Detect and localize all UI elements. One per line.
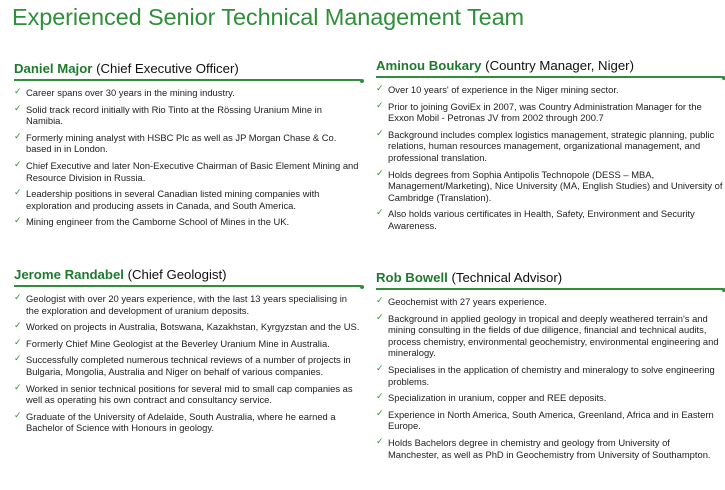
card-header [376, 58, 723, 78]
list-item: ✓ Specialises in the application of chemistry and mineralogy to solve engineering problems. [376, 363, 715, 387]
card-header [376, 270, 723, 290]
check-icon: ✓ [376, 408, 384, 419]
check-icon: ✓ [14, 131, 22, 142]
list-item: ✓ Formerly mining analyst with HSBC Plc as well as JP Morgan Chase & Co. based in in London. [14, 131, 337, 155]
list-item: ✓ Over 10 years' of experience in the Niger mining sector. [376, 84, 619, 95]
team-card-daniel-major [14, 61, 361, 233]
list-item: ✓ Geochemist with 27 years experience. [376, 296, 547, 307]
check-icon: ✓ [14, 103, 22, 114]
card-header [14, 267, 361, 287]
check-icon: ✓ [376, 296, 384, 306]
person-role: (Chief Executive Officer) [92, 61, 239, 76]
bullet-list [376, 84, 723, 232]
check-icon: ✓ [376, 208, 384, 219]
list-item: ✓ Leadership positions in several Canadian listed mining companies with exploration and producing assets in Canada, and South America. [14, 188, 320, 211]
check-icon: ✓ [14, 293, 22, 303]
list-item: ✓ Mining engineer from the Camborne School of Mines in the UK. [14, 216, 290, 228]
list-item: ✓ Specialization in uranium, copper and REE deposits. [376, 392, 607, 404]
bullet-list [376, 296, 723, 460]
list-item: ✓ Geologist with over 20 years experience, with the last 13 years specialising in the exploration and development of uranium deposits. [14, 293, 347, 316]
check-icon: ✓ [14, 354, 22, 365]
card-header [14, 61, 361, 81]
check-icon: ✓ [376, 363, 384, 374]
person-name: Jerome Randabel [14, 267, 124, 282]
list-item: ✓ Experience in North America, South America, Greenland, Africa and in Eastern Europe. [376, 408, 714, 432]
check-icon: ✓ [14, 410, 22, 421]
bullet-list [14, 293, 361, 434]
check-icon: ✓ [376, 436, 384, 447]
check-icon: ✓ [14, 87, 22, 97]
page-title: Experienced Senior Technical Management Team [12, 4, 525, 30]
list-item: ✓ Chief Executive and later Non-Executive Chairman of Basic Element Mining and Resource Division in Russia. [14, 159, 359, 183]
check-icon: ✓ [376, 128, 384, 139]
list-item: ✓ Career spans over 30 years in the mining industry. [14, 87, 235, 98]
list-item: ✓ Worked on projects in Australia, Botswana, Kazakhstan, Kyrgyzstan and the US. [14, 321, 360, 333]
check-icon: ✓ [376, 312, 384, 323]
list-item: ✓ Successfully completed numerous technical reviews of a number of projects in Bulgaria, Mongolia, Australia and Niger on behalf of various companies. [14, 354, 351, 377]
list-item: ✓ Worked in senior technical positions for several mid to small cap companies as well as operating his own contract and consultancy service. [14, 382, 353, 406]
list-item: ✓ Holds Bachelors degree in chemistry and geology from University of Manchester, as well as PhD in Geochemistry from University of Southampton. [376, 436, 711, 460]
person-name: Rob Bowell [376, 270, 448, 285]
person-role: (Country Manager, Niger) [481, 58, 634, 73]
list-item: ✓ Prior to joining GoviEx in 2007, was Country Administration Manager for the Exxon Mobil - Petronas JV from 2002 through 200.7 [376, 100, 702, 124]
team-card-jerome-randabel [14, 267, 361, 439]
check-icon: ✓ [14, 188, 22, 199]
check-icon: ✓ [376, 100, 384, 111]
list-item: ✓ Formerly Chief Mine Geologist at the Beverley Uranium Mine in Australia. [14, 337, 330, 349]
check-icon: ✓ [14, 159, 22, 170]
bullet-list [14, 87, 361, 228]
list-item: ✓ Background in applied geology in tropical and deeply weathered terrain's and mining consulting in the fields of due diligence, financial and technical audits, process chemistry, environmental geochemistry, environmental engineering and mineralogy. [376, 312, 719, 359]
check-icon: ✓ [376, 168, 384, 179]
list-item: ✓ Graduate of the University of Adelaide, South Australia, where he earned a Bachelor of Science with Honours in geology. [14, 410, 336, 434]
list-item: ✓ Holds degrees from Sophia Antipolis Technopole (DESS – MBA, Management/Marketing), Nice University (MA, English Studies) and University of Cambridge (Translation). [376, 168, 723, 203]
check-icon: ✓ [14, 337, 22, 348]
person-role: (Technical Advisor) [447, 270, 563, 285]
check-icon: ✓ [14, 321, 22, 332]
team-card-rob-bowell [376, 270, 723, 465]
check-icon: ✓ [376, 84, 384, 94]
person-name: Daniel Major [14, 61, 93, 76]
person-name: Aminou Boukary [376, 58, 482, 73]
list-item: ✓ Background includes complex logistics management, strategic planning, public relations, human resources management, organizational management, and professional translation. [376, 128, 715, 163]
team-card-aminou-boukary [376, 58, 723, 237]
check-icon: ✓ [376, 392, 384, 403]
list-item: ✓ Also holds various certificates in Health, Safety, Environment and Security Awareness. [376, 208, 695, 231]
list-item: ✓ Solid track record initially with Rio Tinto at the Rössing Uranium Mine in Namibia. [14, 103, 322, 127]
check-icon: ✓ [14, 216, 22, 227]
check-icon: ✓ [14, 382, 22, 393]
person-role: (Chief Geologist) [123, 267, 227, 282]
